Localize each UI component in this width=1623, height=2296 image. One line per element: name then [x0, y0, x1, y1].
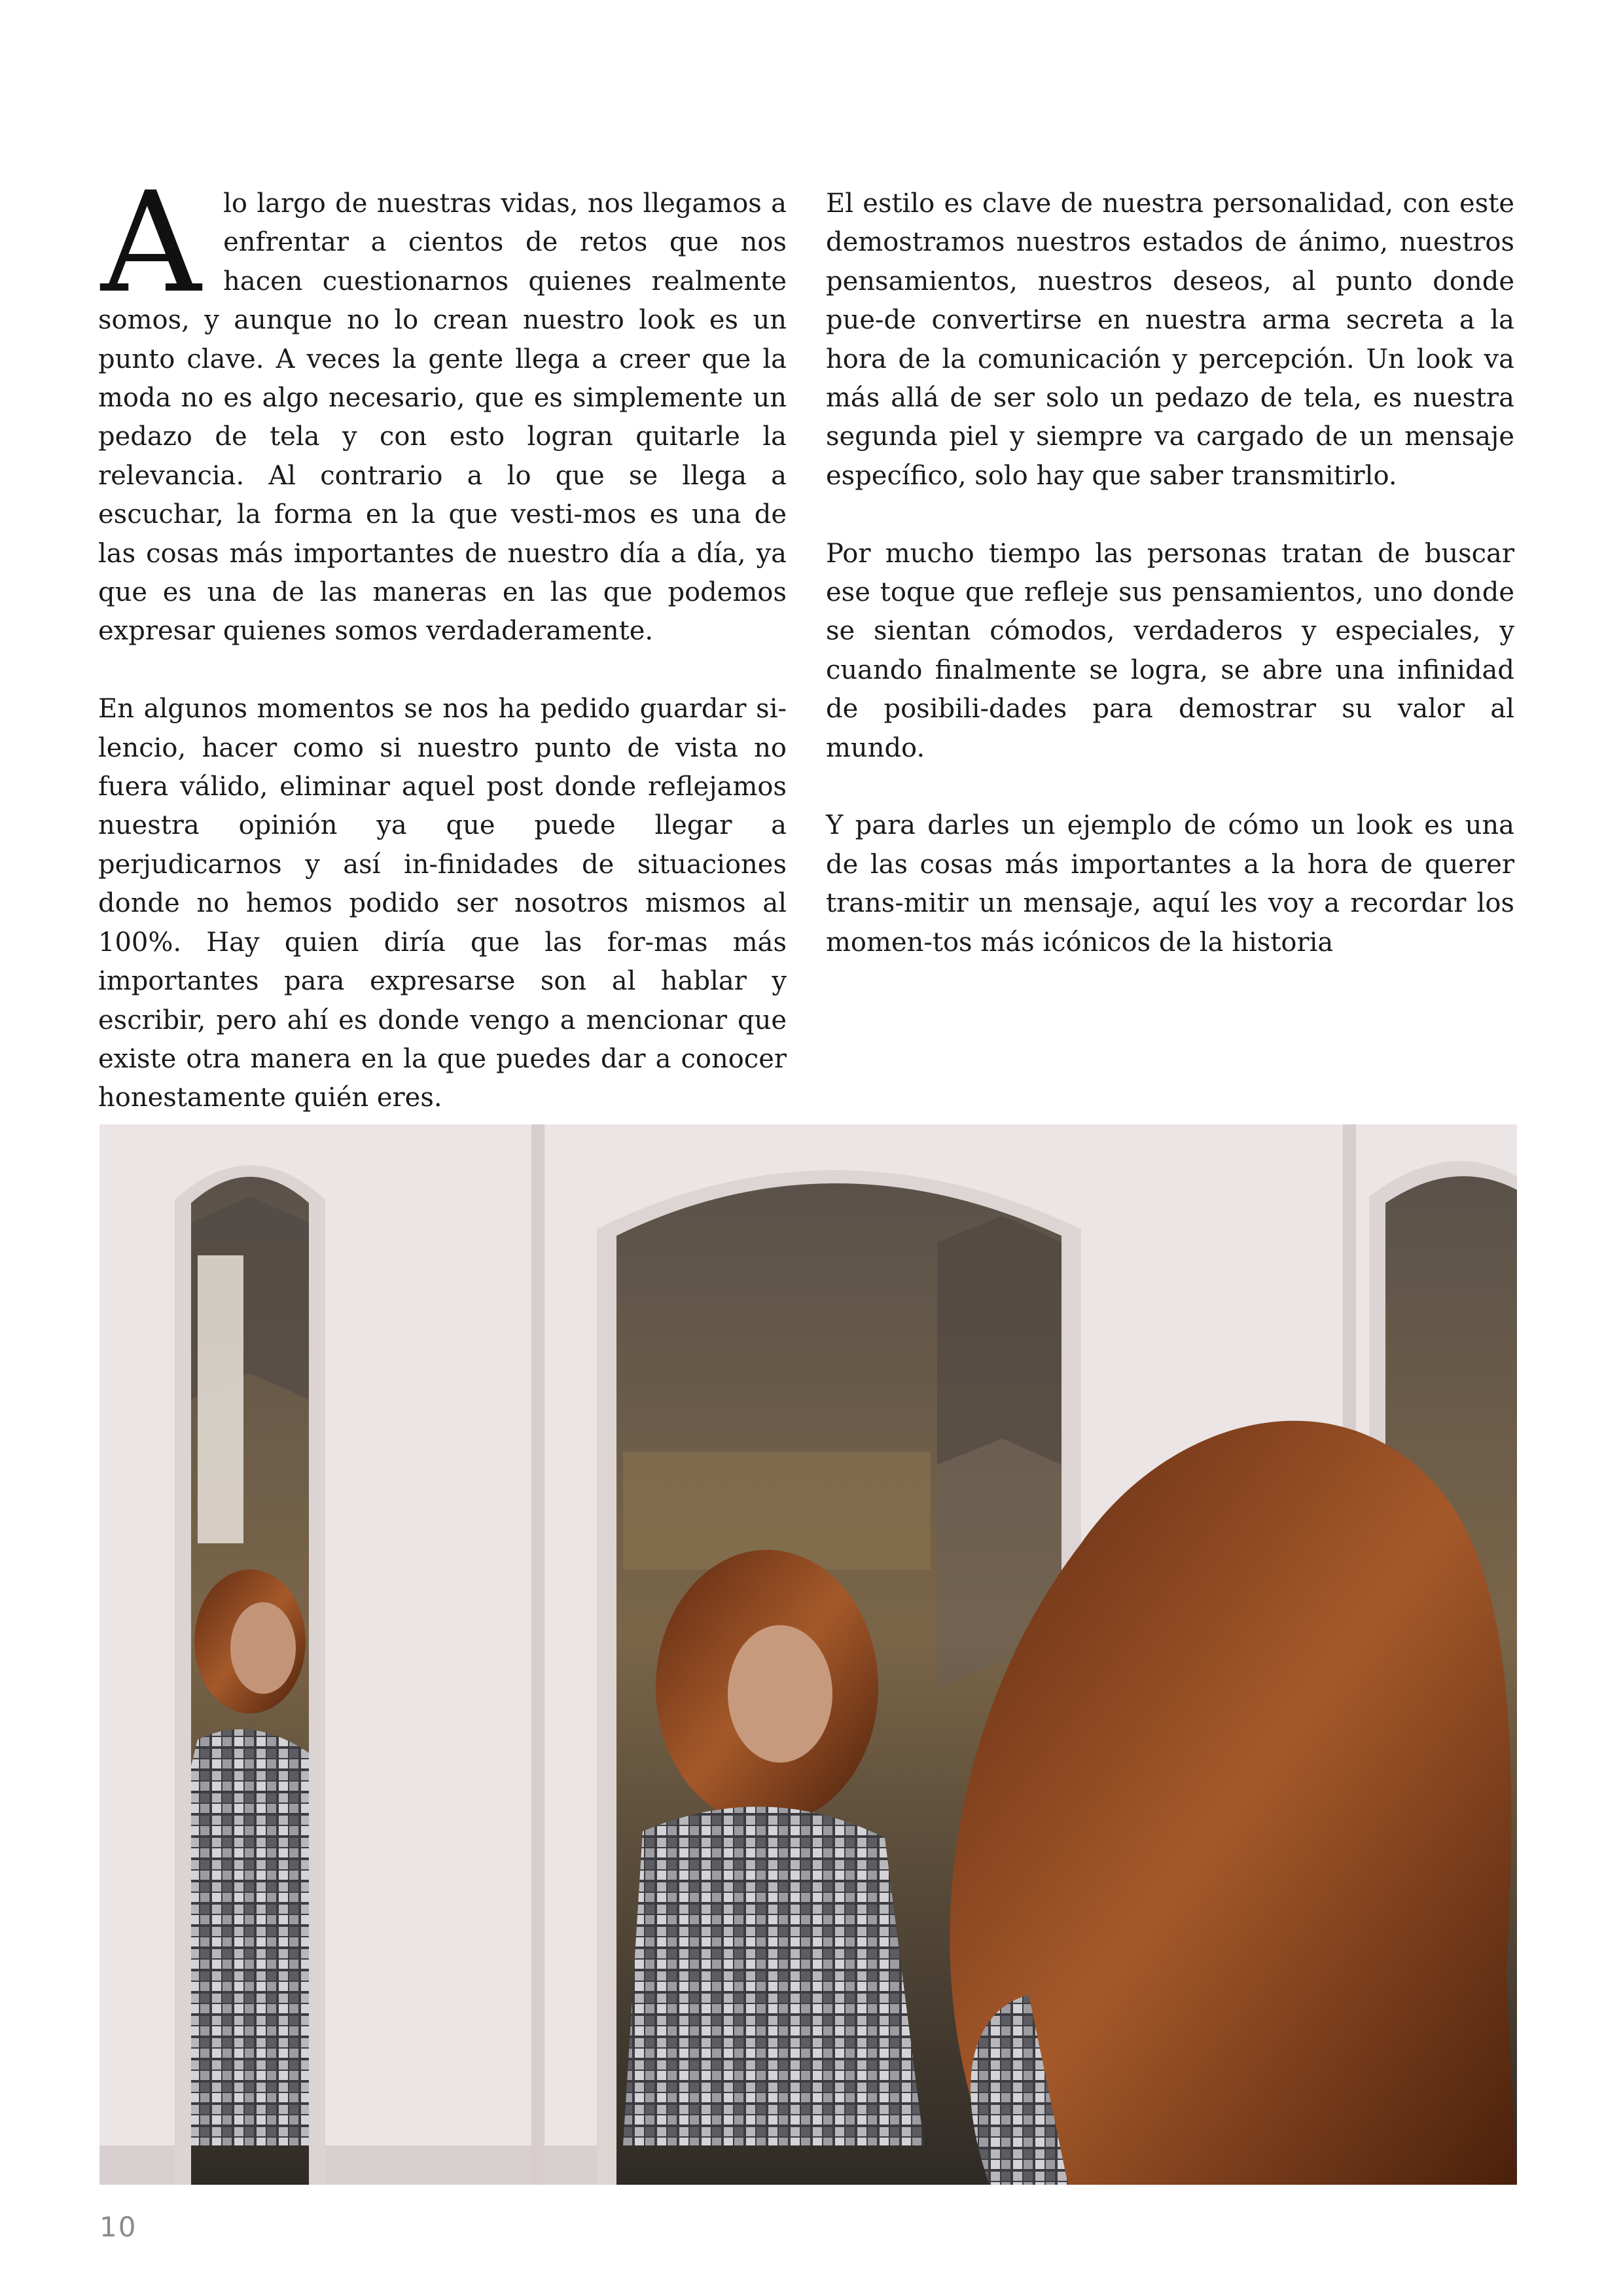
article-paragraph-1 [98, 162, 787, 651]
article-left-column [98, 162, 787, 1118]
article-paragraph-5: Y para darles un ejemplo de cómo un look es una de las cosas más importantes a la hora de querer trans-mitir un mensaje, aquí les voy a recordar los momen-tos más icónicos de la historia [826, 810, 1514, 958]
left-reflection-sequin-top [191, 1729, 309, 2145]
photo-mirror-scene-icon [99, 1124, 1517, 2185]
paragraph-text: lo largo de nuestras vidas, nos llegamos a enfrentar a cientos de retos que nos hacen cuestionarnos quienes realmente somos, y aunque no lo crean nuestro look es un punto clave. A veces la gente llega a creer que la moda no es algo necesario, que es simplemente un pedazo de tela y con esto logran quitarle la relevancia. Al contrario a lo que se llega a escuchar, la forma en la que vesti-mos es una de las cosas más importantes de nuestro día a día, ya que es una de las maneras en las que podemos expresar quienes somos verdaderamente. [98, 188, 787, 647]
article-right-column [826, 185, 1514, 962]
article-paragraph-3: El estilo es clave de nuestra personalidad, con este demostramos nuestros estados de ánimo, nuestros pensamientos, nuestros deseos, al punto donde pue-de convertirse en nuestra arma secreta a la hora de la comunicación y percepción. Un look va más allá de ser solo un pedazo de tela, es nuestra segunda piel y siempre va cargado de un mensaje específico, solo hay que saber transmitirlo. [826, 188, 1514, 491]
drop-cap: A [101, 162, 202, 323]
article-paragraph-2: En algunos momentos se nos ha pedido guardar si-lencio, hacer como si nuestro punto de vista no fuera válido, eliminar aquel post donde reflejamos nuestra opinión ya que puede llegar a perjudicarnos y así in-finidades de situaciones donde no hemos podido ser nosotros mismos al 100%. Hay quien diría que las for-mas más importantes para expresarse son al hablar y escribir, pero ahí es donde vengo a mencionar que existe otra manera en la que puedes dar a conocer honestamente quién eres. [98, 694, 787, 1113]
center-reflection-sequin-top [623, 1806, 924, 2145]
mirror-photo [99, 1124, 1517, 2185]
article-paragraph-4: Por mucho tiempo las personas tratan de buscar ese toque que refleje sus pensamientos, uno donde se sientan cómodos, verdaderos y especiales, y cuando finalmente se logra, se abre una infinidad de posibili-dades para demostrar su valor al mundo. [826, 538, 1514, 763]
page-number: 10 [99, 2211, 137, 2243]
